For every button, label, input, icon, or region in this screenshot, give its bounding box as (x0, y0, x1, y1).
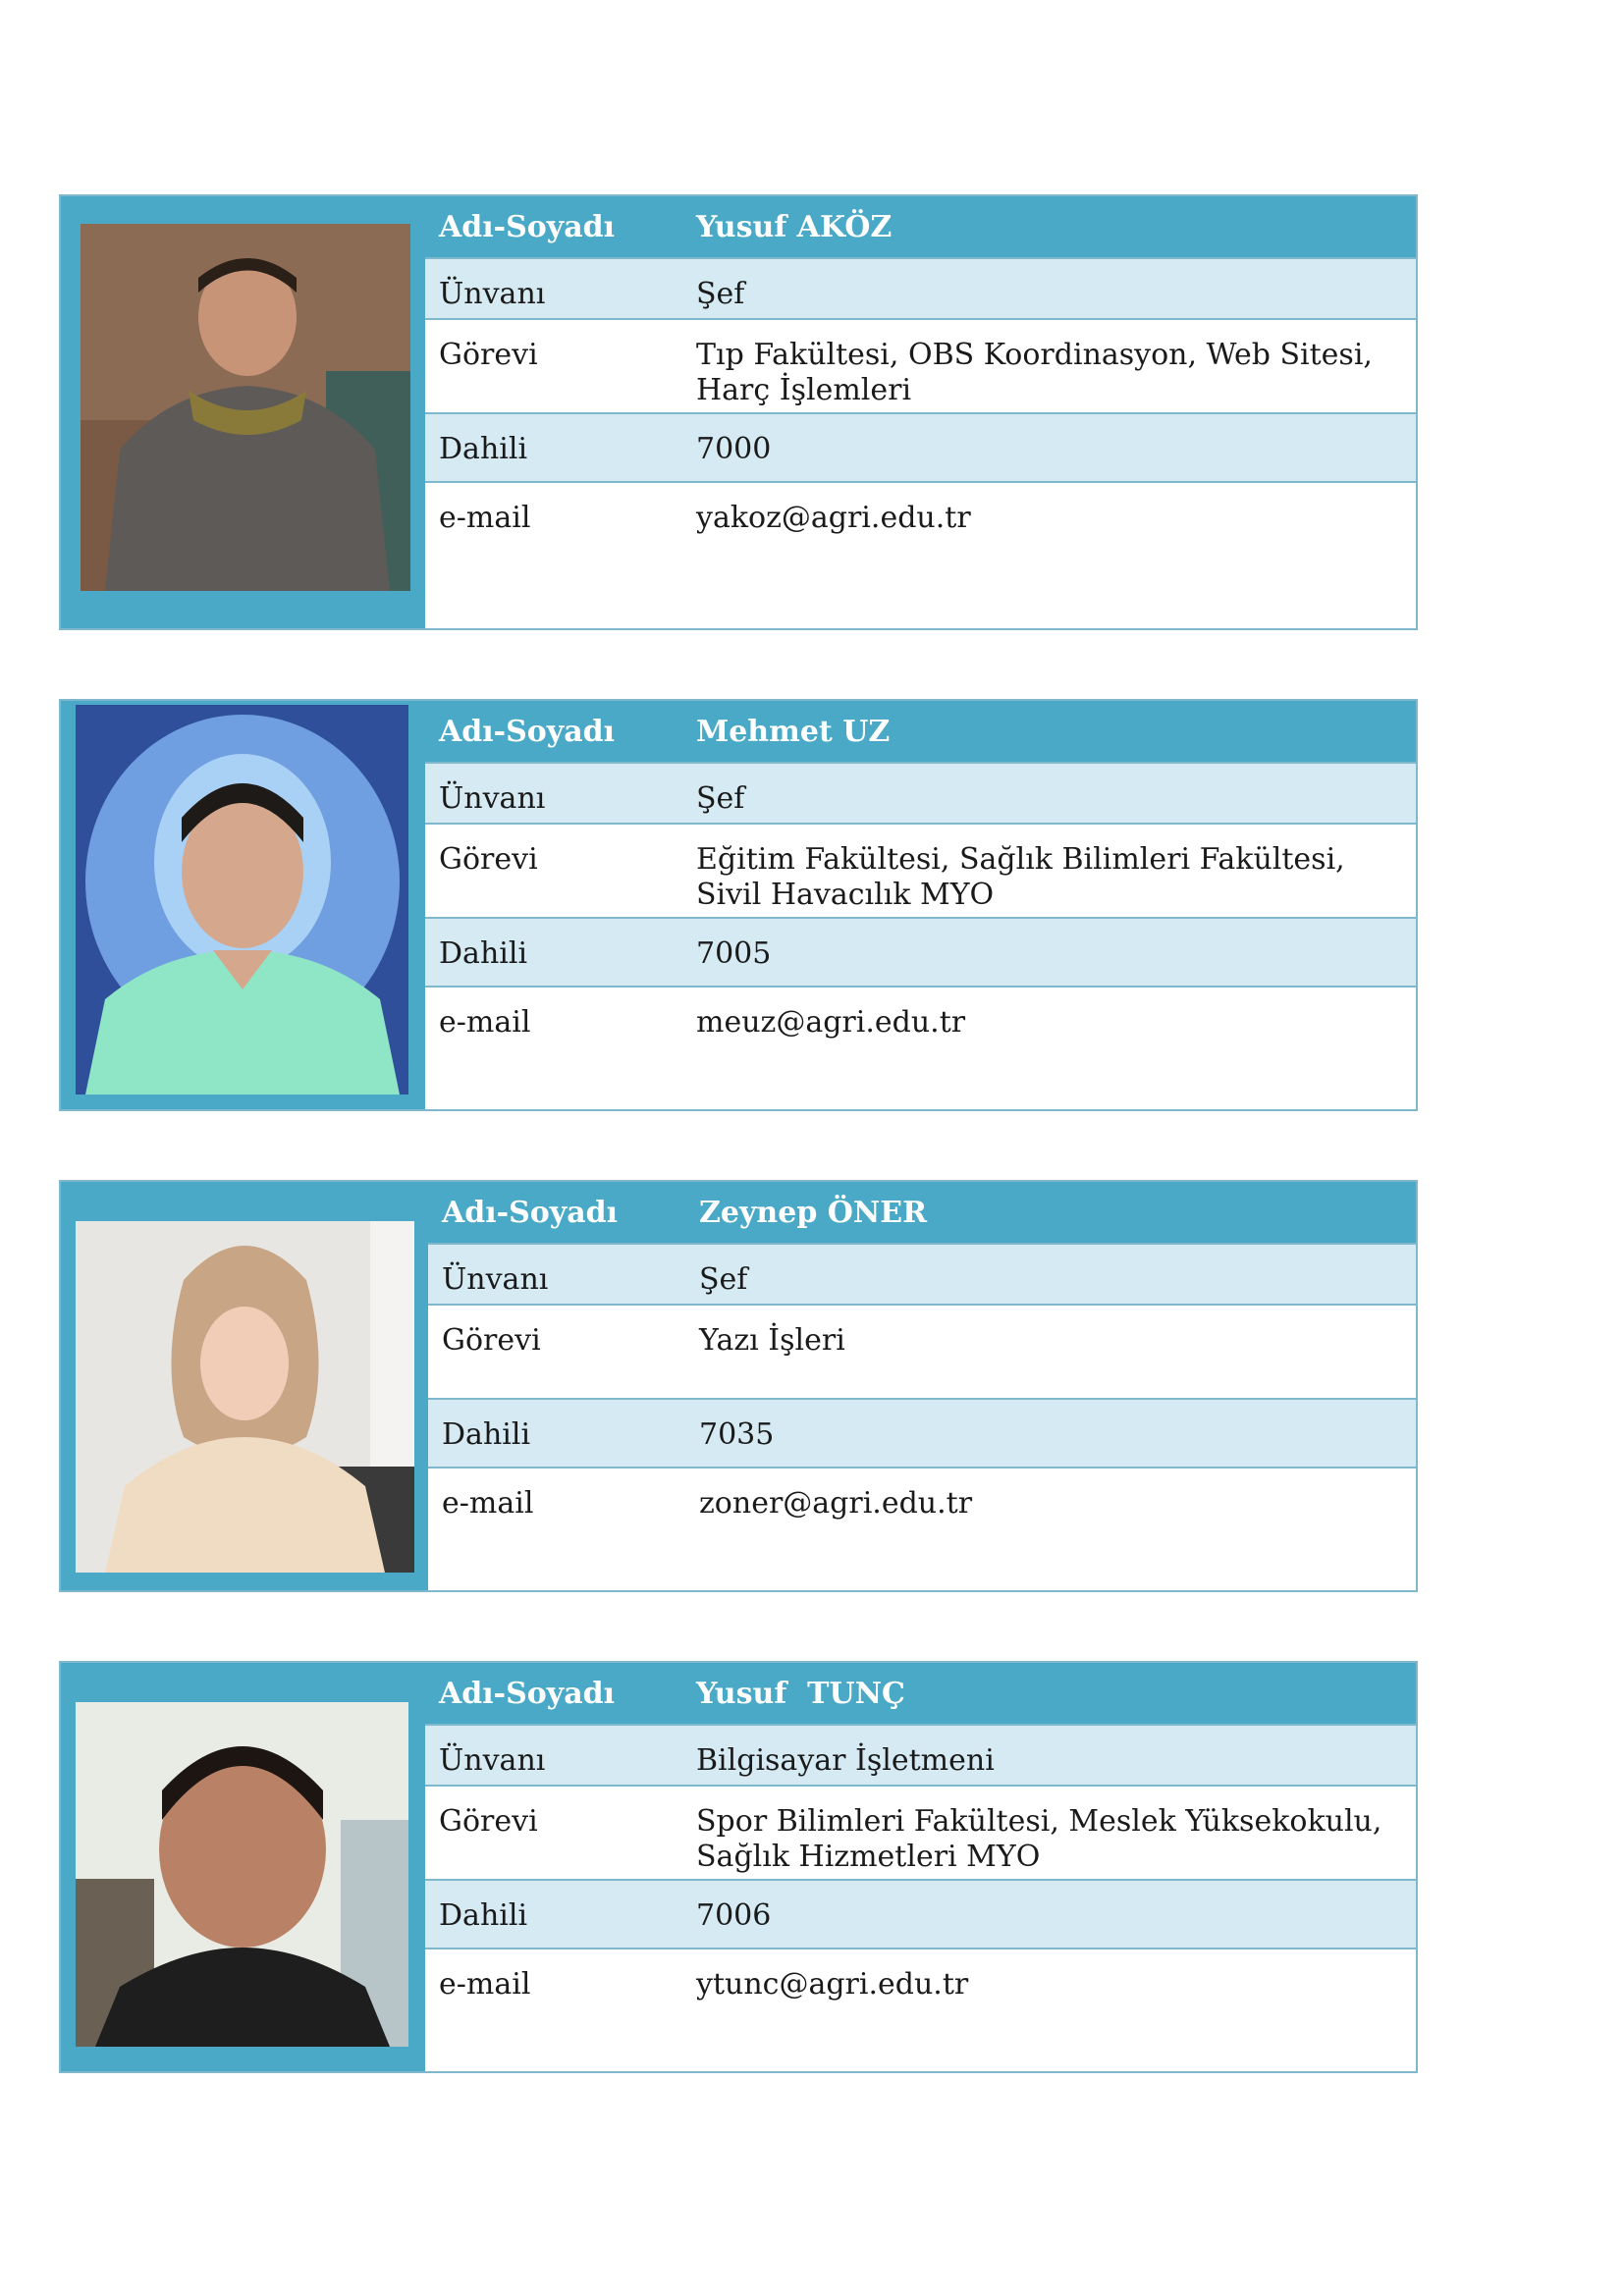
title-label: Ünvanı (442, 1262, 549, 1297)
name-row (425, 196, 1416, 259)
ext-value: 7035 (699, 1417, 775, 1452)
ext-row (425, 1881, 1416, 1949)
email-value[interactable]: meuz@agri.edu.tr (696, 1005, 966, 1040)
duty-value: Yazı İşleri (699, 1323, 845, 1358)
name-value: Yusuf AKÖZ (696, 210, 893, 244)
staff-photo (76, 705, 408, 1095)
duty-row (428, 1306, 1416, 1400)
info-table (425, 196, 1416, 628)
name-value: Zeynep ÖNER (699, 1196, 928, 1230)
title-value: Bilgisayar İşletmeni (696, 1743, 995, 1778)
ext-value: 7005 (696, 936, 772, 971)
duty-label: Görevi (439, 338, 538, 372)
duty-row (425, 320, 1416, 414)
ext-row (425, 919, 1416, 988)
staff-photo (76, 1702, 408, 2047)
photo-column (61, 196, 425, 628)
name-value: Yusuf TUNÇ (696, 1677, 905, 1711)
ext-row (425, 414, 1416, 483)
duty-value: Spor Bilimleri Fakültesi, Meslek Yüksekokulu, Sağlık Hizmetleri MYO (696, 1804, 1382, 1874)
photo-column (61, 1182, 428, 1590)
staff-photo (76, 1221, 414, 1573)
email-row (425, 483, 1416, 628)
name-row (428, 1182, 1416, 1245)
name-row (425, 701, 1416, 764)
name-label: Adı-Soyadı (439, 210, 616, 244)
title-label: Ünvanı (439, 781, 546, 816)
duty-row (425, 1787, 1416, 1881)
title-value: Şef (696, 277, 745, 311)
name-label: Adı-Soyadı (442, 1196, 619, 1230)
title-value: Şef (696, 781, 745, 816)
title-value: Şef (699, 1262, 748, 1297)
email-value[interactable]: zoner@agri.edu.tr (699, 1486, 973, 1521)
title-row (428, 1245, 1416, 1306)
duty-label: Görevi (442, 1323, 541, 1358)
title-row (425, 1726, 1416, 1787)
ext-value: 7006 (696, 1898, 772, 1933)
ext-row (428, 1400, 1416, 1468)
duty-row (425, 825, 1416, 919)
title-row (425, 764, 1416, 825)
staff-card (59, 1661, 1418, 2073)
staff-card (59, 1180, 1418, 1592)
info-table (425, 701, 1416, 1109)
name-value: Mehmet UZ (696, 715, 891, 749)
ext-label: Dahili (439, 1898, 528, 1933)
duty-value: Eğitim Fakültesi, Sağlık Bilimleri Fakültesi, Sivil Havacılık MYO (696, 842, 1345, 912)
email-label: e-mail (439, 501, 531, 535)
email-value[interactable]: ytunc@agri.edu.tr (696, 1967, 969, 2002)
photo-column (61, 701, 425, 1109)
email-row (428, 1468, 1416, 1590)
ext-label: Dahili (442, 1417, 531, 1452)
staff-card (59, 194, 1418, 630)
title-label: Ünvanı (439, 277, 546, 311)
duty-label: Görevi (439, 1804, 538, 1839)
name-label: Adı-Soyadı (439, 715, 616, 749)
staff-photo (81, 224, 410, 591)
duty-label: Görevi (439, 842, 538, 877)
title-label: Ünvanı (439, 1743, 546, 1778)
ext-label: Dahili (439, 936, 528, 971)
email-value[interactable]: yakoz@agri.edu.tr (696, 501, 971, 535)
name-row (425, 1663, 1416, 1726)
email-row (425, 1949, 1416, 2071)
ext-label: Dahili (439, 432, 528, 466)
info-table (425, 1663, 1416, 2071)
email-label: e-mail (439, 1967, 531, 2002)
ext-value: 7000 (696, 432, 772, 466)
email-label: e-mail (442, 1486, 534, 1521)
photo-column (61, 1663, 425, 2071)
staff-card (59, 699, 1418, 1111)
email-row (425, 988, 1416, 1109)
info-table (428, 1182, 1416, 1590)
title-row (425, 259, 1416, 320)
email-label: e-mail (439, 1005, 531, 1040)
duty-value: Tıp Fakültesi, OBS Koordinasyon, Web Sitesi, Harç İşlemleri (696, 338, 1373, 407)
name-label: Adı-Soyadı (439, 1677, 616, 1711)
